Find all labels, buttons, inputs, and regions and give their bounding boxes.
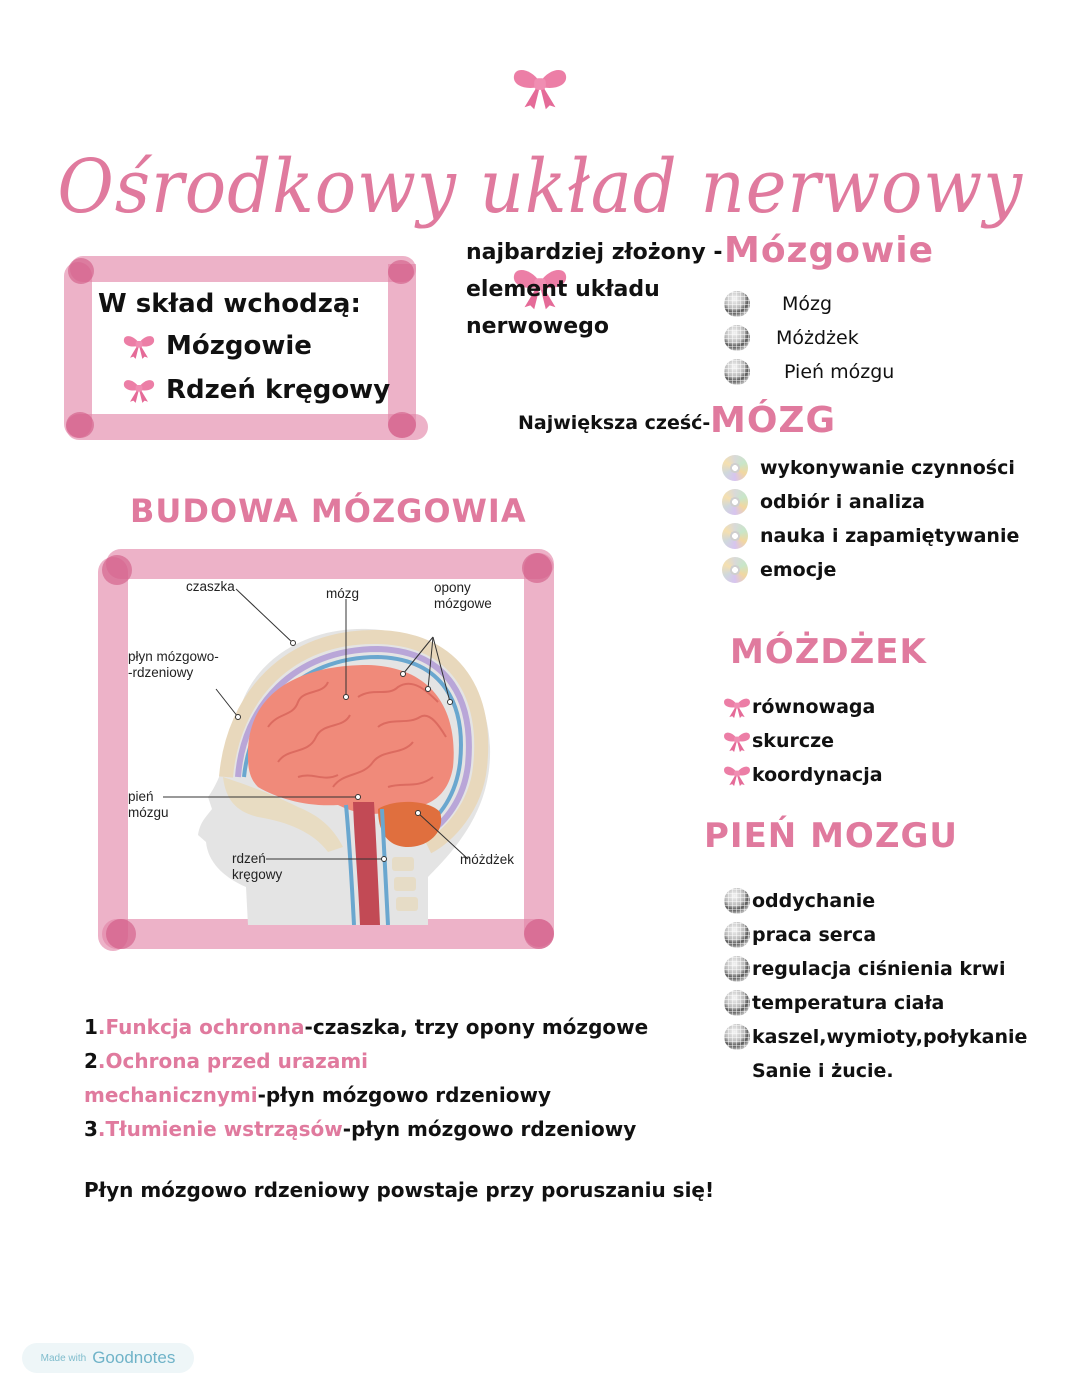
bow-icon — [511, 62, 569, 112]
made-with-label: Made with — [40, 1352, 87, 1364]
list-item: nauka i zapamiętywanie — [722, 519, 1019, 553]
pien-list — [724, 884, 1027, 1088]
bow-icon — [722, 695, 752, 719]
mozgowie-list — [724, 287, 894, 389]
function-item-continuation: mechanicznymi-płyn mózgowo rdzeniowy — [84, 1083, 552, 1107]
cd-icon — [722, 489, 748, 515]
csf-note: Płyn mózgowo rdzeniowy powstaje przy poruszaniu się! — [84, 1178, 715, 1202]
mozg-heading: MÓZG — [710, 400, 837, 441]
function-item: 2.Ochrona przed urazami — [84, 1049, 369, 1073]
goodnotes-badge[interactable] — [22, 1343, 194, 1373]
functions-list — [84, 1010, 648, 1146]
brain-diagram — [128, 577, 526, 925]
disco-ball-icon — [724, 888, 750, 914]
disco-ball-icon — [724, 990, 750, 1016]
function-item: 3.Tłumienie wstrząsów-płyn mózgowo rdzeniowy — [84, 1117, 637, 1141]
list-item: Móżdżek — [724, 321, 894, 355]
label-pien: pień mózgu — [128, 789, 169, 820]
function-item: 1.Funkcja ochronna-czaszka, trzy opony mózgowe — [84, 1015, 649, 1039]
brain-cross-section-illustration — [128, 577, 526, 925]
composition-heading: W skład wchodzą: — [98, 289, 361, 319]
mozgowie-heading: Mózgowie — [724, 230, 935, 271]
disco-ball-icon — [724, 325, 750, 351]
pien-heading: PIEŃ MOZGU — [704, 816, 958, 856]
mozg-label: Największa cześć- — [518, 412, 711, 434]
cd-icon — [722, 557, 748, 583]
list-item: praca serca — [724, 918, 1027, 952]
list-item: kaszel,wymioty,połykanie — [724, 1020, 1027, 1054]
list-item: emocje — [722, 553, 1019, 587]
bow-icon — [722, 763, 752, 787]
bow-icon — [722, 729, 752, 753]
title-text: Ośrodkowy układ nerwowy — [57, 144, 1023, 230]
disco-ball-icon — [724, 956, 750, 982]
list-item: odbiór i analiza — [722, 485, 1019, 519]
list-item: wykonywanie czynności — [722, 451, 1019, 485]
list-item: skurcze — [722, 724, 883, 758]
mozgowie-description: najbardziej złożony - element układu nerwowego — [466, 240, 723, 339]
disco-ball-icon — [724, 1024, 750, 1050]
mozdzek-heading: MÓŻDŻEK — [730, 632, 927, 672]
composition-box — [98, 284, 390, 412]
label-czaszka: czaszka — [186, 579, 235, 594]
list-item: Pień mózgu — [724, 355, 894, 389]
bow-icon — [122, 376, 156, 404]
label-mozg: mózg — [326, 586, 360, 601]
list-item: równowaga — [722, 690, 883, 724]
disco-ball-icon — [724, 922, 750, 948]
cd-icon — [722, 455, 748, 481]
label-mozdzek: móżdżek — [460, 852, 515, 867]
list-item: temperatura ciała — [724, 986, 1027, 1020]
mozg-list — [722, 451, 1019, 587]
bow-icon — [122, 332, 156, 360]
page-title — [0, 62, 1080, 230]
list-item: regulacja ciśnienia krwi — [724, 952, 1027, 986]
list-item: Mózg — [724, 287, 894, 321]
budowa-heading: BUDOWA MÓZGOWIA — [130, 492, 527, 530]
list-item: koordynacja — [722, 758, 883, 792]
list-item-continuation: Sanie i żucie. — [752, 1060, 894, 1082]
cd-icon — [722, 523, 748, 549]
label-rdzen: rdzeń kręgowy — [232, 851, 283, 882]
goodnotes-brand: Goodnotes — [92, 1348, 176, 1367]
list-item: Rdzeń kręgowy — [122, 368, 390, 412]
disco-ball-icon — [724, 291, 750, 317]
mozdzek-list — [722, 690, 883, 792]
disco-ball-icon — [724, 359, 750, 385]
label-plyn: płyn mózgowo- -rdzeniowy — [128, 649, 219, 680]
list-item: oddychanie — [724, 884, 1027, 918]
list-item: Mózgowie — [122, 324, 390, 368]
label-opony: opony mózgowe — [434, 580, 492, 611]
